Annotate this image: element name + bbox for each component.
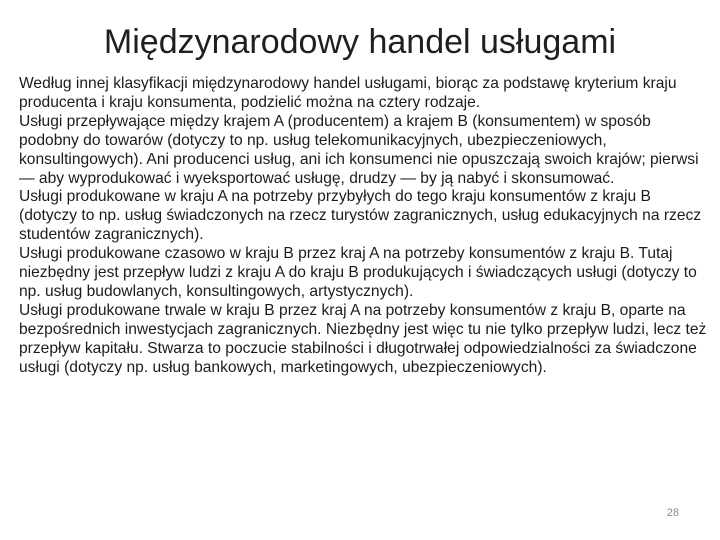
slide-title: Międzynarodowy handel usługami: [103, 23, 617, 61]
page-number: 28: [666, 507, 679, 519]
paragraph-type-3: Usługi produkowane czasowo w kraju B przez kraj A na potrzeby konsumentów z kraju B. Tutaj niezbędny jest przepływ ludzi z kraju A do kraju B produkujących i świadczących usługi (dotyczy to np. usług budowlanych, konsultingowych, artystycznych).: [19, 245, 697, 300]
paragraph-type-2: Usługi produkowane w kraju A na potrzeby przybyłych do tego kraju konsumentów z kraju B (dotyczy to np. usług świadczonych na rzecz turystów zagranicznych, usług edukacyjnych na rzecz studentów zagranicznych).: [19, 188, 702, 244]
slide-body: [19, 75, 709, 378]
paragraph-type-1: Usługi przepływające między krajem A (producentem) a krajem B (konsumentem) w sposób podobny do towarów (dotyczy to np. usług telekomunikacyjnych, ubezpieczeniowych, konsultingowych). Ani producenci usług, ani ich konsumenci nie opuszczają swoich krajów; pierwsi — aby wyprodukować i wyeksportować usługę, drudzy — by ją nabyć i skonsumować.: [19, 112, 699, 187]
paragraph-type-4: Usługi produkowane trwale w kraju B przez kraj A na potrzeby konsumentów z kraju B, oparte na bezpośrednich inwestycjach zagranicznych. Niezbędny jest więc tu nie tylko przepływ ludzi, lecz też przepływ kapitału. Stwarza to poczucie stabilności i długotrwałej odpowiedzialności za świadczone usługi (dotyczy np. usług bankowych, marketingowych, ubezpieczeniowych).: [19, 301, 707, 376]
paragraph-intro: Według innej klasyfikacji międzynarodowy handel usługami, biorąc za podstawę kryterium kraju producenta i kraju konsumenta, podzielić można na cztery rodzaje.: [19, 75, 677, 111]
